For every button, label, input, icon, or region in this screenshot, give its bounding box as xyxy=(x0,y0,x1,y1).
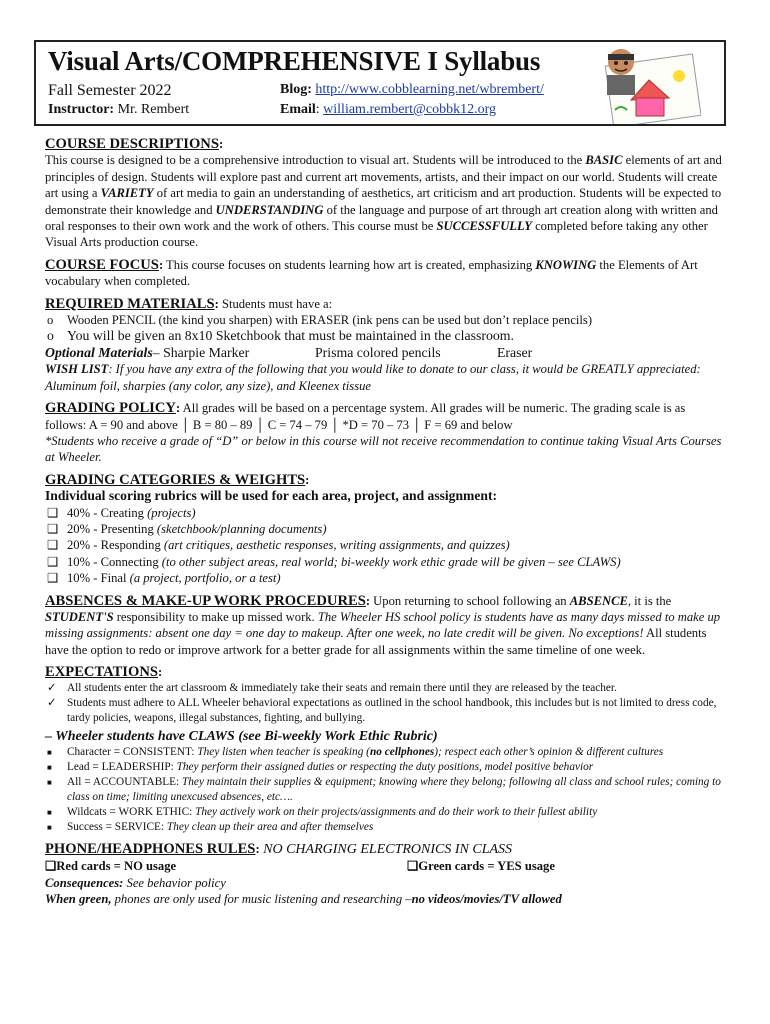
phones-heading: PHONE/HEADPHONES RULES xyxy=(45,841,256,857)
phone-rules: PHONE/HEADPHONES RULES: NO CHARGING ELECTRONICS IN CLASS ❑Red cards = NO usage ❑Green cards = YES usage Consequences: See behavior policy When green, phones are only used for music listening and researching –no videos/movies/TV allowed xyxy=(45,841,725,908)
claws-text-post: ); respect each other’s opinion & different cultures xyxy=(434,746,664,758)
instructor-name: Mr. Rembert xyxy=(117,102,190,117)
category-detail: (projects) xyxy=(147,505,196,520)
square-bullet-icon: ■ xyxy=(47,808,52,817)
checkbox-icon: ❑ xyxy=(47,538,59,553)
category-detail: (a project, portfolio, or a test) xyxy=(129,571,281,586)
page-title: Visual Arts/COMPREHENSIVE I Syllabus xyxy=(48,46,541,76)
desc-emph-2: VARIETY xyxy=(100,186,154,201)
claws-label: All = ACCOUNTABLE: xyxy=(67,776,180,788)
blog xyxy=(280,82,544,98)
claws-text: They maintain their supplies & equipment; knowing where they belong; following all class and school rules; coming to class on time; limiting unexcused absences, etc…. xyxy=(67,776,721,803)
checkbox-icon: ❑ xyxy=(47,554,59,569)
claws-label: Wildcats = WORK ETHIC: xyxy=(67,806,193,818)
list-item xyxy=(45,681,725,696)
semester: Fall Semester 2022 xyxy=(48,82,172,99)
course-focus-heading: COURSE FOCUS xyxy=(45,256,159,273)
categories-heading: GRADING CATEGORIES & WEIGHTS xyxy=(45,471,306,488)
green-usage-strong: no videos/movies/TV allowed xyxy=(411,892,562,907)
grading-categories: GRADING CATEGORIES & WEIGHTS: Individual scoring rubrics will be used for each area, project, and assignment: ❑ 40% - Creating (projects) ❑ 20% - Presenting (sketchbook/planning documents) ❑ 20% - Responding (art critiques, aesthetic responses, writing assignments, and quizzes) ❑ 10% - Connecting (to other subject areas, real world; bi-weekly work ethic grade will be given – see CLAWS) ❑ 10% - Final (a project, portfolio, or a test) xyxy=(45,472,725,587)
claws-strong: no cellphones xyxy=(369,746,435,758)
grading-policy: GRADING POLICY: All grades will be based on a percentage system. All grades will be numeric. The grading scale is as follows: A = 90 and above │ B = 80 – 89 │ C = 74 – 79 │ *D = 70 – 73 │ F = 69 and below *Students who receive a grade of “D” or below in this course will not receive recommendation to continue taking Visual Arts Courses at Wheeler. xyxy=(45,400,725,466)
wish-text: : If you have any extra of the following that you would like to donate to our class, it would be GREATLY appreciated: Aluminum foil, sharpies (any color, any size), and Kleenex tissue xyxy=(45,362,701,393)
email-link[interactable]: william.rembert@cobbk12.org xyxy=(323,102,496,117)
email: Email: william.rembert@cobbk12.org xyxy=(280,102,496,117)
square-bullet-icon: ■ xyxy=(47,763,52,772)
optional-materials xyxy=(45,345,725,361)
categories-sub: Individual scoring rubrics will be used for each area, project, and assignment: xyxy=(45,488,498,504)
absences-text-1: Upon returning to school following an xyxy=(370,593,570,608)
absences-heading: ABSENCES & MAKE-UP WORK PROCEDURES xyxy=(45,592,366,609)
optional-item-3: Eraser xyxy=(497,344,533,360)
list-item xyxy=(45,312,725,328)
list-item xyxy=(45,328,725,344)
wish-label: WISH LIST xyxy=(45,362,109,377)
material-item-sketchbook: You will be given an 8x10 Sketchbook that must be maintained in the classroom. xyxy=(67,328,514,344)
desc-text-5: completed before taking any other Visual Arts production course. xyxy=(45,219,708,250)
category-label: 10% - Final xyxy=(67,571,130,586)
claws-text: They perform their assigned duties or respecting the duty positions, model positive behavior xyxy=(173,761,594,773)
category-item xyxy=(45,570,725,586)
required-materials: REQUIRED MATERIALS: Students must have a: o Wooden PENCIL (the kind you sharpen) with ERASER (ink pens can be used but don’t replace pencils) o You will be given an 8x10 Sketchbook that must be maintained in the classroom. Optional Materials– Sharpie Marker Prisma colored pencils Eraser WISH LIST: If you have any extra of the following that you would like to donate to our class, it would be GREATLY appreciated: Aluminum foil, sharpies (any color, any size), and Kleenex tissue xyxy=(45,296,725,394)
absences-emph-2: STUDENT'S xyxy=(45,609,114,624)
consequences xyxy=(45,875,725,891)
claws-label: Character = CONSISTENT: xyxy=(67,746,195,758)
desc-emph-3: UNDERSTANDING xyxy=(215,202,324,217)
claws-item xyxy=(45,820,725,835)
phones-sub: NO CHARGING ELECTRONICS IN CLASS xyxy=(259,842,513,857)
checkbox-icon: ❑ xyxy=(47,571,59,586)
claws-text: They clean up their area and after themselves xyxy=(164,821,374,833)
card-rules xyxy=(45,858,725,874)
green-usage xyxy=(45,891,725,907)
optional-label: Optional Materials xyxy=(45,344,153,360)
claws-list xyxy=(45,745,725,835)
checkmark-icon: ✓ xyxy=(47,696,57,709)
email-label: Email xyxy=(280,102,316,117)
claws-item xyxy=(45,775,725,805)
header-box xyxy=(34,40,726,126)
focus-text-2: the Elements of Art vocabulary when completed. xyxy=(45,257,698,289)
category-item xyxy=(45,554,725,570)
claws-heading: – Wheeler students have CLAWS (see Bi-weekly Work Ethic Rubric) xyxy=(45,728,438,744)
circle-bullet-icon: o xyxy=(47,313,54,328)
category-label: 40% - Creating xyxy=(67,505,148,520)
checkbox-icon: ❑ xyxy=(45,859,57,874)
absences-policy: The Wheeler HS school policy is students have as many days missed to make up missing assignments: absent one day = one day to makeup. After one week, no late credit will be given. No exceptions! xyxy=(45,609,721,641)
expectations-heading: EXPECTATIONS xyxy=(45,664,158,681)
green-usage-text: phones are only used for music listening and researching – xyxy=(111,892,412,907)
checkmark-icon: ✓ xyxy=(47,681,57,694)
expectation-1: All students enter the art classroom & immediately take their seats and remain there until they are released by the teacher. xyxy=(67,681,617,694)
optional-item-2: Prisma colored pencils xyxy=(315,344,441,360)
course-descriptions: COURSE DESCRIPTIONS: This course is designed to be a comprehensive introduction to visual art. Students will be introduced to the BASIC elements of art and principles of design. Students will explore past and current art movements, artists, and their impact on our world. Students will create art using a VARIETY of art media to gain an understanding of aesthetics, art criticism and art production. Students will be expected to demonstrate their knowledge and UNDERSTANDING of the language and purpose of art through art creation along with written and oral responses to their own work and the work of others. This course must be SUCCESSFULLY completed before taking any other Visual Arts production course. xyxy=(45,136,725,251)
category-item xyxy=(45,521,725,537)
course-focus: COURSE FOCUS: This course focuses on students learning how art is created, emphasizing KNOWING the Elements of Art vocabulary when completed. xyxy=(45,256,698,289)
square-bullet-icon: ■ xyxy=(47,748,52,757)
desc-emph-1: BASIC xyxy=(585,153,623,168)
consequences-text: See behavior policy xyxy=(123,875,226,890)
materials-heading: REQUIRED MATERIALS xyxy=(45,295,215,312)
grading-heading: GRADING POLICY xyxy=(45,400,176,417)
claws-item xyxy=(45,805,725,820)
grading-scale: All grades will be based on a percentage system. All grades will be numeric. The grading scale is as follows: A = 90 and above │ B = 80 – 89 │ C = 74 – 79 │ *D = 70 – 73 │ F = 69 and below xyxy=(45,401,686,432)
course-descriptions-heading: COURSE DESCRIPTIONS xyxy=(45,136,219,152)
wish-list xyxy=(45,361,725,394)
green-card-rule: Green cards = YES usage xyxy=(418,859,555,874)
expectations: EXPECTATIONS: ✓ All students enter the art classroom & immediately take their seats and remain there until they are released by the teacher. ✓ Students must adhere to ALL Wheeler behavioral expectations as outlined in the school handbook, this includes but is not limited to dress code, tardy policies, weapons, illegal substances, fighting, and bullying. – Wheeler students have CLAWS (see Bi-weekly Work Ethic Rubric) ■ Character = CONSISTENT: They listen when teacher is speaking (no cellphones); respect each other’s opinion & different cultures ■ Lead = LEADERSHIP: They perform their assigned duties or respecting the duty positions, model positive behavior ■ All = ACCOUNTABLE: They maintain their supplies & equipment; knowing where they belong; following all class and school rules; coming to class on time; limiting unexcused absences, etc…. ■ Wildcats = WORK ETHIC: They actively work on their projects/assignments and do their work to their fullest ability ■ Success = SERVICE: They clean up their area and after themselves xyxy=(45,664,725,835)
instructor xyxy=(48,102,189,118)
blog-link[interactable]: http://www.cobblearning.net/wbrembert/ xyxy=(315,82,544,97)
teacher-illustration xyxy=(591,40,701,124)
blog-label: Blog: xyxy=(280,82,312,97)
category-item xyxy=(45,537,725,553)
optional-item-1: – Sharpie Marker xyxy=(152,344,250,360)
category-item xyxy=(45,505,725,521)
checkbox-icon: ❑ xyxy=(407,859,419,874)
green-usage-label: When green, xyxy=(45,892,112,907)
course-descriptions-text xyxy=(45,152,725,250)
desc-emph-4: SUCCESSFULLY xyxy=(436,219,532,234)
focus-text-1: This course focuses on students learning how art is created, emphasizing xyxy=(163,257,536,272)
absences-text-2: , it is the xyxy=(627,593,672,608)
focus-emph: KNOWING xyxy=(535,257,597,272)
absences-text-3: responsibility to make up missed work. xyxy=(113,609,318,624)
desc-text-2: elements of art and principles of design. Students will explore past and current art movements, artists, and their impact on our world. Students will create art using a xyxy=(45,153,722,201)
category-label: 20% - Responding xyxy=(67,538,164,553)
desc-text-4: of the language and purpose of art through art creation along with written and oral responses to their own work and the work of others. This course must be xyxy=(45,202,718,234)
red-card-rule: Red cards = NO usage xyxy=(56,859,177,874)
claws-item xyxy=(45,760,725,775)
category-detail: (sketchbook/planning documents) xyxy=(156,521,327,536)
category-label: 20% - Presenting xyxy=(67,521,157,536)
category-detail: (art critiques, aesthetic responses, writing assignments, and quizzes) xyxy=(163,538,510,553)
claws-text: They actively work on their projects/assignments and do their work to their fullest ability xyxy=(192,806,598,818)
square-bullet-icon: ■ xyxy=(47,778,52,787)
circle-bullet-icon: o xyxy=(47,328,54,344)
claws-item xyxy=(45,745,725,760)
claws-label: Lead = LEADERSHIP: xyxy=(67,761,174,773)
desc-text-3: of art media to gain an understanding of aesthetics, art criticism and art production. Students will be expected to demonstrate their knowledge and xyxy=(45,186,722,217)
syllabus-body xyxy=(45,132,725,908)
material-item-pencil: Wooden PENCIL (the kind you sharpen) with ERASER (ink pens can be used but don’t replace pencils) xyxy=(67,313,593,328)
expectation-2: Students must adhere to ALL Wheeler behavioral expectations as outlined in the school handbook, this includes but is not limited to dress code, tardy policies, weapons, illegal substances, fighting, and bullying. xyxy=(67,696,717,724)
desc-text-1: This course is designed to be a comprehensive introduction to visual art. Students will be introduced to the xyxy=(45,153,586,168)
grading-note: *Students who receive a grade of “D” or below in this course will not receive recommendation to continue taking Visual Arts Courses at Wheeler. xyxy=(45,433,722,465)
square-bullet-icon: ■ xyxy=(47,823,52,832)
claws-text: They listen when teacher is speaking ( xyxy=(194,746,370,758)
consequences-label: Consequences: xyxy=(45,875,124,890)
category-detail: (to other subject areas, real world; bi-weekly work ethic grade will be given – see CLAWS) xyxy=(161,554,621,569)
claws-label: Success = SERVICE: xyxy=(67,821,165,833)
categories-list xyxy=(45,505,725,587)
category-label: 10% - Connecting xyxy=(67,554,162,569)
absences: ABSENCES & MAKE-UP WORK PROCEDURES: Upon returning to school following an ABSENCE, it is the STUDENT'S responsibility to make up missed work. The Wheeler HS school policy is students have as many days missed to make up missing assignments: absent one day = one day to makeup. After one week, no late credit will be given. No exceptions! All students have the option to redo or improve artwork for a better grade for all assignments within the same timeline of one week. xyxy=(45,592,721,657)
absences-emph-1: ABSENCE xyxy=(569,593,628,608)
instructor-label: Instructor: xyxy=(48,102,115,117)
checkbox-icon: ❑ xyxy=(47,505,59,520)
checkbox-icon: ❑ xyxy=(47,521,59,536)
materials-intro: Students must have a: xyxy=(218,296,333,311)
list-item xyxy=(45,696,725,726)
absences-text-4: All students have the option to redo or improve artwork for a better grade for all assignments within the same timeline of one week. xyxy=(45,626,707,657)
